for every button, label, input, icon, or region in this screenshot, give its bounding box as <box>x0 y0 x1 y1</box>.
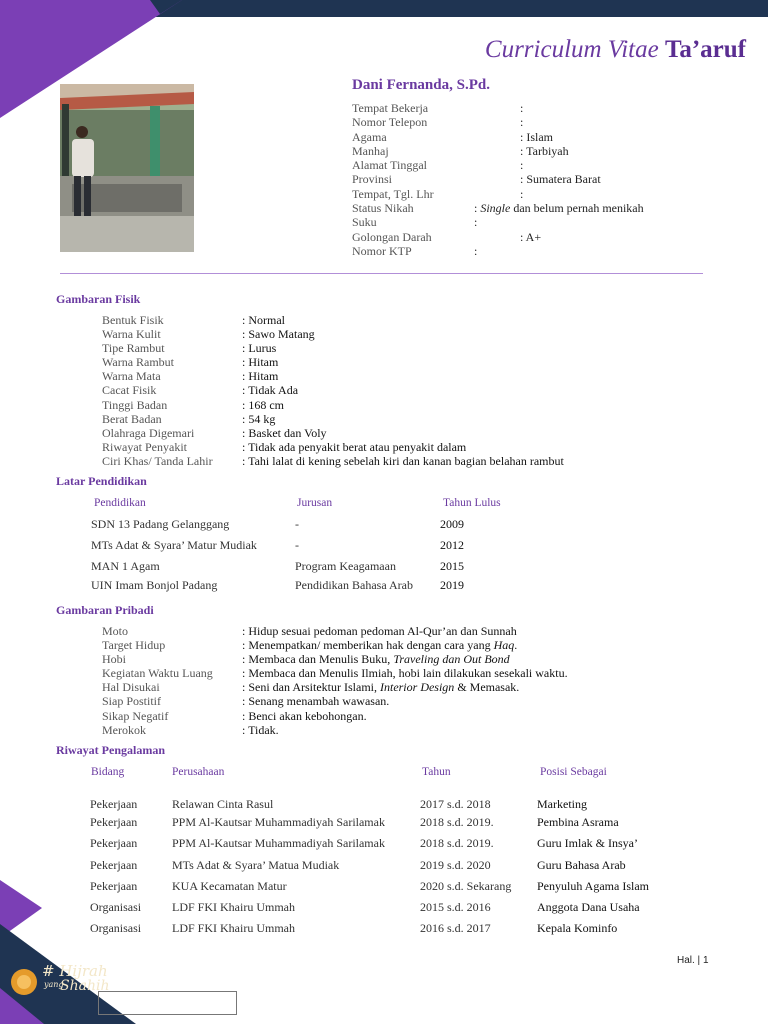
exp-posisi: Pembina Asrama <box>537 815 619 829</box>
exp-tahun: 2016 s.d. 2017 <box>420 921 491 935</box>
info-row-agama <box>352 129 554 144</box>
col-header-jurusan: Jurusan <box>297 497 333 509</box>
fisik-row <box>102 383 299 398</box>
exp-bidang: Organisasi <box>90 900 142 914</box>
pribadi-value-italic: Traveling dan Out Bond <box>393 652 510 667</box>
fisik-key: Berat Badan <box>102 411 162 426</box>
pribadi-value <box>242 680 519 694</box>
info-row-ttl <box>352 186 524 201</box>
profile-info <box>352 101 644 258</box>
pribadi-key: Kegiatan Waktu Luang <box>102 666 213 681</box>
pribadi-value-tail: . <box>514 638 518 653</box>
info-label: Agama <box>352 129 387 144</box>
fisik-key: Ciri Khas/ Tanda Lahir <box>102 453 213 468</box>
exp-posisi: Marketing <box>537 797 587 811</box>
col-header-tahun-lulus: Tahun Lulus <box>443 497 501 509</box>
info-value: Islam <box>523 129 554 144</box>
title-italic: Curriculum Vitae <box>484 36 659 63</box>
fisik-row <box>102 411 276 426</box>
fisik-key: Warna Rambut <box>102 355 175 370</box>
exp-posisi: Guru Bahasa Arab <box>537 858 626 872</box>
info-sep: : <box>520 186 524 201</box>
exp-tahun: 2019 s.d. 2020 <box>420 858 491 872</box>
fisik-value: : Sawo Matang <box>242 327 315 342</box>
fisik-row <box>102 453 564 468</box>
logo-text-shahih: Shahih <box>60 978 110 994</box>
pribadi-value <box>242 666 568 680</box>
col-header-pendidikan: Pendidikan <box>94 497 146 509</box>
section-heading-pribadi: Gambaran Pribadi <box>56 603 154 617</box>
title-bold: Ta’aruf <box>664 36 746 63</box>
logo-text-hijrah: # Hijrah <box>42 962 108 980</box>
fisik-value: : 54 kg <box>242 411 276 426</box>
exp-perusahaan: PPM Al-Kautsar Muhammadiyah Sarilamak <box>172 836 385 850</box>
pribadi-value-text: : Seni dan Arsitektur Islami, <box>242 680 380 695</box>
pribadi-row <box>102 708 367 723</box>
info-sep: : <box>520 229 524 244</box>
exp-posisi: Anggota Dana Usaha <box>537 900 640 914</box>
info-value: Tarbiyah <box>523 143 569 158</box>
fisik-key: Tinggi Badan <box>102 397 168 412</box>
fisik-key: Bentuk Fisik <box>102 313 164 327</box>
pribadi-value <box>242 638 517 652</box>
pribadi-list <box>102 624 568 737</box>
exp-tahun: 2018 s.d. 2019. <box>420 836 494 850</box>
fisik-row <box>102 425 327 440</box>
info-label: Nomor KTP <box>352 243 412 258</box>
fisik-row <box>102 341 277 356</box>
fisik-key: Tipe Rambut <box>102 341 165 356</box>
fisik-key: Riwayat Penyakit <box>102 439 187 454</box>
exp-bidang: Pekerjaan <box>90 879 138 893</box>
pribadi-value <box>242 709 367 723</box>
pribadi-value-text: : Membaca dan Menulis Ilmiah, hobi lain dilakukan sesekali waktu. <box>242 666 568 681</box>
logo-text-yang: yang <box>44 980 64 989</box>
edu-year: 2009 <box>440 517 464 531</box>
fisik-key: Cacat Fisik <box>102 383 157 398</box>
fisik-value: : Tahi lalat di kening sebelah kiri dan kanan bagian belahan rambut <box>242 453 564 468</box>
exp-posisi: Kepala Kominfo <box>537 921 618 935</box>
section-heading-fisik: Gambaran Fisik <box>56 292 141 306</box>
info-value: dan belum pernah menikah <box>510 201 644 216</box>
fisik-row <box>102 355 279 370</box>
pribadi-row <box>102 666 568 681</box>
pribadi-value-italic: Interior Design <box>379 680 455 695</box>
empty-text-box <box>98 991 237 1015</box>
info-label: Suku <box>352 215 377 230</box>
pribadi-value-text: : Membaca dan Menulis Buku, <box>242 652 394 667</box>
pribadi-row <box>102 624 517 638</box>
edu-school: MAN 1 Agam <box>91 559 160 573</box>
fisik-key: Warna Kulit <box>102 327 161 342</box>
col-header-posisi: Posisi Sebagai <box>540 766 607 778</box>
divider <box>60 273 703 274</box>
info-row-status-nikah <box>352 201 644 216</box>
info-value: A+ <box>523 229 542 244</box>
exp-bidang: Pekerjaan <box>90 858 138 872</box>
info-label: Tempat Bekerja <box>352 101 429 115</box>
pribadi-value-text: : Benci akan kebohongan. <box>242 708 367 723</box>
info-label: Golongan Darah <box>352 229 432 244</box>
info-label: Tempat, Tgl. Lhr <box>352 186 434 201</box>
info-sep: : <box>520 129 524 144</box>
fisik-row <box>102 439 467 454</box>
fisik-value: : Hitam <box>242 355 279 370</box>
exp-perusahaan: Relawan Cinta Rasul <box>172 797 274 811</box>
info-label: Nomor Telepon <box>352 115 428 130</box>
fisik-key: Olahraga Digemari <box>102 425 195 440</box>
pribadi-row <box>102 680 520 695</box>
pribadi-value-text: : Hidup sesuai pedoman pedoman Al-Qur’an dan Sunnah <box>242 624 517 638</box>
col-header-perusahaan: Perusahaan <box>172 766 225 778</box>
pribadi-row <box>102 638 518 653</box>
edu-school: UIN Imam Bonjol Padang <box>91 578 218 592</box>
exp-tahun: 2017 s.d. 2018 <box>420 797 491 811</box>
edu-major: Program Keagamaan <box>295 559 396 573</box>
fisik-value: : Normal <box>242 313 285 327</box>
info-sep: : <box>520 172 524 187</box>
info-label: Status Nikah <box>352 201 414 216</box>
page-number: Hal. | 1 <box>677 955 709 966</box>
pribadi-key: Target Hidup <box>102 638 166 653</box>
info-sep: : <box>474 243 478 258</box>
edu-year: 2019 <box>440 578 464 592</box>
info-label: Manhaj <box>352 143 389 158</box>
edu-school: SDN 13 Padang Gelanggang <box>91 517 230 531</box>
pribadi-value-tail: & Memasak. <box>454 680 520 695</box>
fisik-list <box>102 313 564 468</box>
info-sep: : <box>474 215 478 230</box>
pribadi-value-text: : Menempatkan/ memberikan hak dengan cara yang <box>242 638 494 653</box>
info-row-tempat-bekerja <box>352 101 524 115</box>
exp-posisi: Penyuluh Agama Islam <box>537 879 649 893</box>
info-row-nomor-telepon <box>352 115 524 130</box>
info-value-italic: Single <box>477 201 511 216</box>
exp-perusahaan: MTs Adat & Syara’ Matua Mudiak <box>172 858 340 872</box>
pribadi-key: Hal Disukai <box>102 680 160 695</box>
pribadi-key: Siap Postitif <box>102 694 162 709</box>
pribadi-value-text: : Senang menambah wawasan. <box>242 694 390 709</box>
exp-bidang: Pekerjaan <box>90 797 138 811</box>
section-heading-pendidikan: Latar Pendidikan <box>56 474 147 488</box>
fisik-row <box>102 313 285 327</box>
info-row-provinsi <box>352 172 601 187</box>
edu-year: 2015 <box>440 559 464 573</box>
pribadi-row <box>102 694 390 709</box>
info-row-alamat <box>352 158 524 173</box>
exp-perusahaan: PPM Al-Kautsar Muhammadiyah Sarilamak <box>172 815 385 829</box>
edu-major: - <box>295 538 299 552</box>
exp-perusahaan: LDF FKI Khairu Ummah <box>172 921 295 935</box>
fisik-row <box>102 327 315 342</box>
info-value: Sumatera Barat <box>523 172 601 187</box>
pribadi-key: Hobi <box>102 652 126 667</box>
profile-photo <box>60 84 194 252</box>
pribadi-row <box>102 722 279 737</box>
edu-school: MTs Adat & Syara’ Matur Mudiak <box>91 538 257 552</box>
info-row-nomor-ktp <box>352 243 478 258</box>
fisik-value: : Lurus <box>242 341 277 356</box>
fisik-key: Warna Mata <box>102 369 161 384</box>
fisik-value: : 168 cm <box>242 397 284 412</box>
info-sep: : <box>520 115 524 130</box>
info-row-manhaj <box>352 143 569 158</box>
exp-bidang: Organisasi <box>90 921 142 935</box>
pribadi-value-italic: Haq <box>493 638 515 653</box>
info-sep: : <box>474 201 478 216</box>
fisik-value: : Tidak Ada <box>242 383 299 398</box>
exp-tahun: 2018 s.d. 2019. <box>420 815 494 829</box>
pribadi-row <box>102 652 510 667</box>
fisik-row <box>102 397 284 412</box>
fisik-value: : Tidak ada penyakit berat atau penyakit dalam <box>242 439 467 454</box>
col-header-bidang: Bidang <box>91 766 125 778</box>
fisik-value: : Hitam <box>242 369 279 384</box>
pribadi-value <box>242 694 389 708</box>
info-sep: : <box>520 101 524 115</box>
fisik-row <box>102 369 279 384</box>
page-title <box>485 36 746 64</box>
pribadi-key: Merokok <box>102 722 146 737</box>
exp-bidang: Pekerjaan <box>90 815 138 829</box>
candidate-name: Dani Fernanda, S.Pd. <box>352 77 490 93</box>
exp-perusahaan: KUA Kecamatan Matur <box>172 879 287 893</box>
exp-tahun: 2020 s.d. Sekarang <box>420 879 512 893</box>
col-header-tahun: Tahun <box>422 766 451 778</box>
info-row-golongan-darah <box>352 229 542 244</box>
pribadi-value <box>242 723 279 737</box>
exp-tahun: 2015 s.d. 2016 <box>420 900 491 914</box>
pribadi-value <box>242 652 510 666</box>
pribadi-key: Moto <box>102 624 129 638</box>
section-heading-pengalaman: Riwayat Pengalaman <box>56 743 165 757</box>
info-label: Provinsi <box>352 172 393 187</box>
pribadi-value-text: : Tidak. <box>242 722 279 737</box>
pribadi-value <box>242 624 517 638</box>
info-sep: : <box>520 158 524 173</box>
info-label: Alamat Tinggal <box>352 158 428 173</box>
info-row-suku <box>352 215 478 230</box>
fisik-value: : Basket dan Voly <box>242 425 327 440</box>
exp-bidang: Pekerjaan <box>90 836 138 850</box>
exp-posisi: Guru Imlak & Insya’ <box>537 836 638 850</box>
info-sep: : <box>520 143 524 158</box>
edu-year: 2012 <box>440 538 464 552</box>
edu-major: - <box>295 517 299 531</box>
edu-major: Pendidikan Bahasa Arab <box>295 578 413 592</box>
exp-perusahaan: LDF FKI Khairu Ummah <box>172 900 295 914</box>
pribadi-key: Sikap Negatif <box>102 708 169 723</box>
